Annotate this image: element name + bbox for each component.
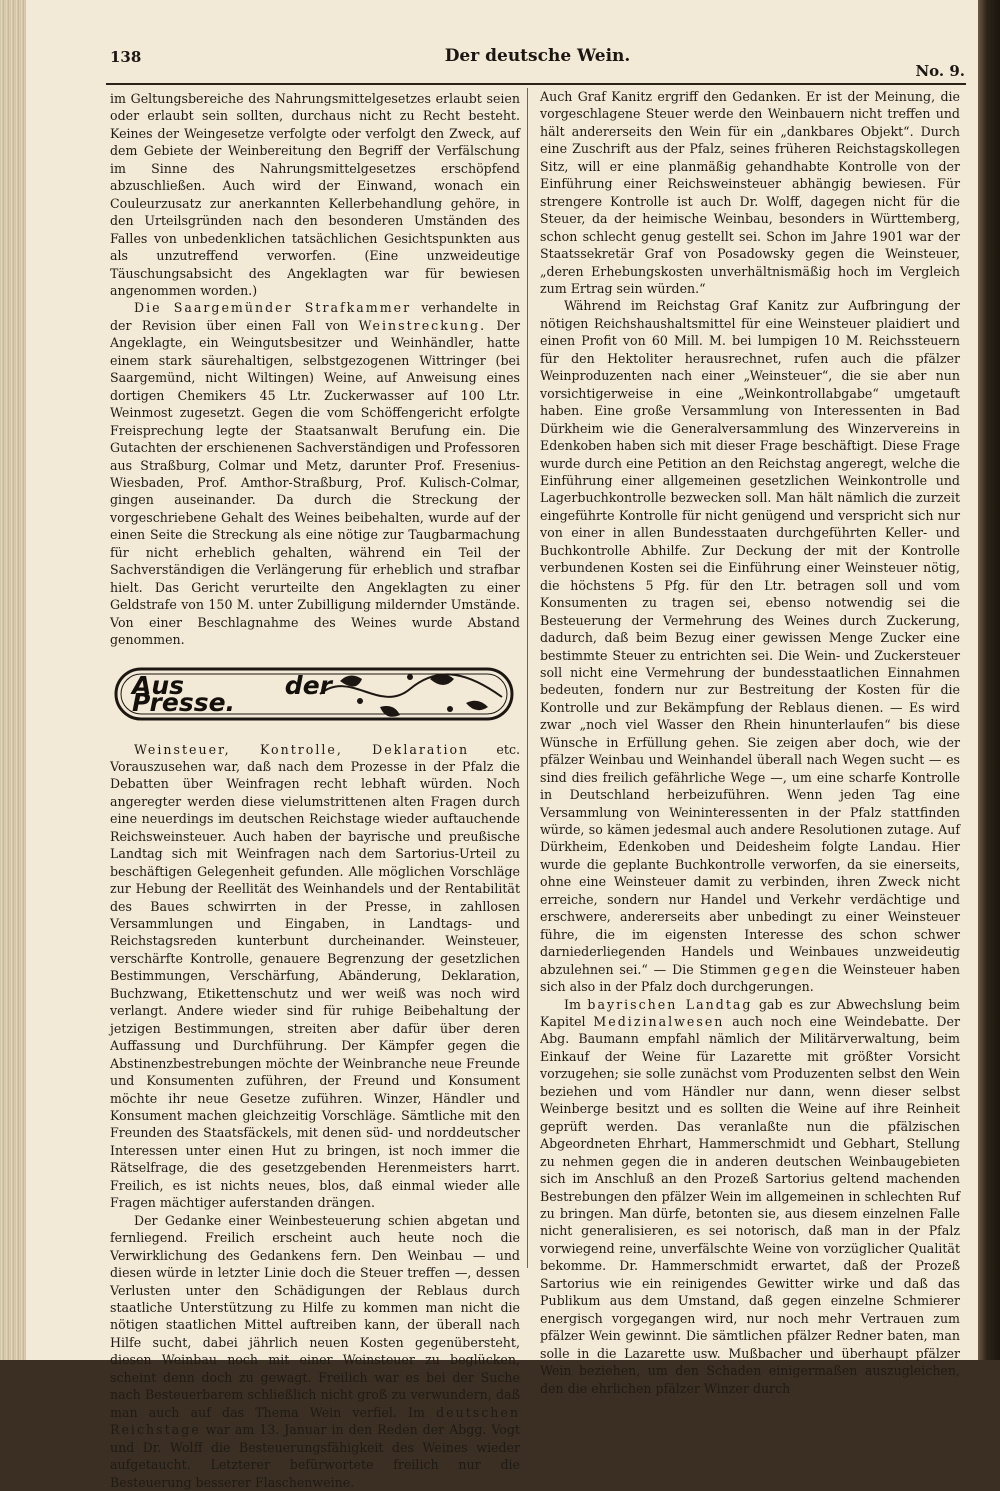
text-run: Im	[564, 996, 588, 1012]
text-run: die Weinsteuer haben sich also in der Pfalz doch durchgerungen.	[540, 961, 960, 995]
spaced-text: deutschen Reichstage	[110, 1404, 520, 1438]
paragraph: Auch Graf Kanitz ergriff den Gedanken. Er ist der Meinung, die vorgeschlagene Steuer werde den Weinbauern nicht treffen und hält andererseits den Wein für ein „dankbares Objekt“. Durch eine Zuschrift aus der Pfalz, seines früheren Reichstagskollegen Sitz, will er eine planmäßig gehandhabte Kontrolle von der Einführung einer Reichsweinsteuer abhängig bewiesen. Für strengere Kontrolle ist auch Dr. Wolff, dagegen nicht für die Steuer, da der heimische Weinbau, besonders in Württemberg, schon schlecht genug gestellt sei. Schon im Jahre 1901 war der Staatssekretär Graf von Posadowsky gegen die Weinsteuer, „deren Erhebungskosten unverhältnismäßig hoch im Vergleich zum Ertrag sein würden.“	[540, 89, 960, 296]
text-run: gab es zur Abwechslung beim Kapitel	[540, 996, 960, 1030]
section-title: Aus der Presse.	[132, 670, 332, 717]
book-spine	[978, 0, 1000, 1360]
page-number: 138	[110, 48, 142, 66]
paragraph	[540, 996, 960, 1397]
section-heading-ornament	[110, 659, 518, 729]
text-run: etc. Vorauszusehen war, daß nach dem Prozesse in der Pfalz die Debatten über Weinfragen recht lebhaft würden. Noch angeregter werden diese vielumstrittenen alten Fragen durch eine neuerdings im deutschen Reichstage wieder auftauchende Reichsweinsteuer. Auch haben der bayrische und preußische Landtag sich mit Weinfragen nach dem Sartorius-Urteil zu beschäftigen Gelegenheit gefunden. Alle möglichen Vorschläge zur Hebung der Reellität des Weinhandels und der Rentabilität des Baues schwirrten in der Presse, in zahllosen Versammlungen und Eingaben, in Landtags- und Reichstagsreden kunterbunt durcheinander. Weinsteuer, verschärfte Kontrolle, genauere Begrenzung der gesetzlichen Bestimmungen, Verschärfung, Abänderung, Deklaration, Buchzwang, Etikettenschutz und wer weiß was noch wird verlangt. Andere wieder sind für ruhige Beibehaltung der jetzigen Bestimmungen, streiten aber dafür über deren Auffassung und Durchführung. Der Kämpfer gegen die Abstinenzbestrebungen möchte der Weinbranche neue Freunde und Konsumenten zuführen, der Freund und Konsument möchte ihr neue Gesetze zuführen. Winzer, Händler und Konsument machen gleichzeitig Vorschläge. Sämtliche mit den Freunden des Staatsfäckels, mit denen süd- und norddeutscher Interessen unter einen Hut zu bringen, ist noch immer die Rätselfrage, die des gesetzgebenden Herenmeisters harrt. Freilich, es ist nichts neues, blos, daß einmal wieder alle Fragen mächtiger auferstanden drängen.	[110, 741, 520, 1211]
issue-number: No. 9.	[915, 62, 965, 80]
left-column	[110, 90, 520, 1491]
text-run: Der Gedanke einer Weinbesteuerung schien abgetan und fernliegend. Freilich erscheint auch heute noch die Verwirklichung des Gedankens fern. Den Weinbau — und diesen würde in letzter Linie doch die Steuer treffen —, dessen Verlusten unter den Schädigungen der Reblaus durch staatliche Unterstützung zu Hilfe zu kommen man nicht die nötigen staatlichen Mittel auftreiben kann, der überall nach Hilfe sucht, dabei jährlich neuen Kosten gegenübersteht, diesen Weinbau noch mit einer Weinsteuer zu beglücken, scheint denn doch zu gewagt. Freilich war es bei der Suche nach Besteuerbarem schließlich nicht groß zu verwundern, daß man auch auf das Thema Wein verfiel. Im	[110, 1212, 520, 1420]
paragraph	[110, 299, 520, 648]
header-rule	[106, 83, 966, 85]
book-page-edges	[0, 0, 26, 1360]
spaced-text: Weinsteuer, Kontrolle, Deklaration	[134, 741, 470, 757]
paragraph	[110, 741, 520, 1212]
spaced-text: gegen	[762, 961, 812, 977]
spaced-text: bayrischen Landtag	[587, 996, 753, 1012]
text-run: verhandelte in der Revision über einen Fall von	[110, 300, 520, 333]
column-divider	[527, 88, 528, 1268]
paragraph	[110, 1212, 520, 1491]
paragraph: im Geltungsbereiche des Nahrungsmittelgesetzes erlaubt seien oder erlaubt sein sollten, durchaus nicht zu Recht besteht. Keines der Weingesetze verfolgte oder verfolgt den Zweck, auf dem Gebiete der Weinbereitung den Begriff der Verfälschung im Sinne des Nahrungsmittelgesetzes erschöpfend abzuschließen. Auch wird der Einwand, wonach ein Couleurzusatz zur anerkannten Kellerbehandlung gehöre, in den Urteilsgründen nach den besonderen Umständen des Falles von unbedenklichen tatsächlichen Gesichtspunkten aus als unzutreffend verworfen. (Eine unzweideutige Täuschungsabsicht des Angeklagten war für bewiesen angenommen worden.)	[110, 91, 520, 298]
text-run: war am 13. Januar in den Reden der Abgg. Vogt und Dr. Wolff die Besteuerungsfähigkeit des Weines wieder aufgetaucht. Letzterer befürwortete freilich nur die Besteuerung besserer Flaschenweine.	[110, 1422, 520, 1490]
spaced-text: Die Saargemünder Strafkammer	[134, 300, 412, 316]
page-header	[110, 42, 965, 80]
text-run: auch noch eine Weindebatte. Der Abg. Baumann empfahl nämlich der Militärverwaltung, beim Einkauf der Weine für Lazarette mit größter Vorsicht vorzugehen; sie solle zunächst vom Produzenten selbst den Wein beziehen und vom Händler nur dann, wenn dieser selbst Weinberge besitzt und es sollten die Weine auf ihre Reinheit geprüft werden. Das veranlaßte nun die pfälzischen Abgeordneten Ehrhart, Hammerschmidt und Gebhart, Stellung zu nehmen gegen die in anderen deutschen Weinbaugebieten sich im Anschluß an den Prozeß Sartorius geltend machenden Bestrebungen den pfälzer Wein im allgemeinen in schlechten Ruf zu bringen. Man dürfe, betonten sie, aus diesem einzelnen Falle nicht generalisieren, es sei notorisch, daß man in der Pfalz vorwiegend reine, unverfälschte Weine von vorzüglicher Qualität bekomme. Dr. Hammerschmidt erwartet, daß der Prozeß Sartorius wie ein reinigendes Gewitter wirke und daß das Publikum aus dem Umstand, daß gegen einzelne Schmierer energisch vorgegangen wird, nur noch mehr Vertrauen zum pfälzer Wein gewinnt. Die sämtlichen pfälzer Redner baten, man solle in die Lazarette usw. Mußbacher und überhaupt pfälzer Wein beziehen, um den Schaden einigermaßen auszugleichen, den die ehrlichen pfälzer Winzer durch	[540, 1014, 960, 1396]
text-run: Der Angeklagte, ein Weingutsbesitzer und Weinhändler, hatte einem stark säurehaltigen, selbstgezogenen Wittringer (bei Saargemünd, nicht Wiltingen) Weine, auf Anweisung eines dortigen Chemikers 45 Ltr. Zuckerwasser auf 100 Ltr. Weinmost zugesetzt. Gegen die vom Schöffengericht erfolgte Freisprechung legte der Staatsanwalt Berufung ein. Die Gutachten der erschienenen Sachverständigen und Professoren aus Straßburg, Colmar und Metz, darunter Prof. Fresenius-Wiesbaden, Prof. Amthor-Straßburg, Prof. Kulisch-Colmar, gingen auseinander. Da durch die Streckung der vorgeschriebene Gehalt des Weines beibehalten, wurde auf der einen Seite die Streckung als eine nötige zur Taugbarmachung für nicht erheblich gehalten, während ein Teil der Sachverständigen die Verlängerung für erheblich und strafbar hielt. Das Gericht verurteilte den Angeklagten zu einer Geldstrafe von 150 M. unter Zubilligung mildernder Umstände. Von einer Beschlagnahme des Weines wurde Abstand genommen.	[110, 317, 520, 648]
text-run: Während im Reichstag Graf Kanitz zur Aufbringung der nötigen Reichshaushaltsmittel für eine Weinsteuer plaidiert und einen Profit von 60 Mill. M. bei lumpigen 10 M. Reichssteuern für den Hektoliter herausrechnet, rufen auch die pfälzer Weinproduzenten nach einer „Weinsteuer“, die sie aber nun vorsichtigerweise in eine „Weinkontrollabgabe“ umgetauft haben. Eine große Versammlung von Interessenten in Bad Dürkheim wie die Generalversammlung des Winzervereins in Edenkoben haben sich mit dieser Frage beschäftigt. Diese Frage wurde durch eine Petition an den Reichstag angeregt, welche die Einführung einer allgemeinen gesetzlichen Weinkontrolle und Lagerbuchkontrolle bezwecken soll. Man hält nämlich die zurzeit eingeführte Kontrolle für nicht genügend und verspricht sich nur von einer in allen Bundesstaaten durchgeführten Keller- und Buchkontrolle Abhilfe. Zur Deckung der mit der Kontrolle verbundenen Kosten sei die Einführung einer Weinsteuer nötig, die höchstens 5 Pfg. für den Ltr. betragen soll und vom Konsumenten zu tragen sei, ebenso notwendig sei die Besteuerung der Vermehrung des Weines durch Zuckerung, dadurch, daß beim Bezug einer gewissen Menge Zucker eine bestimmte Steuer zu entrichten sei. Die Wein- und Zuckersteuer soll nicht eine Vermehrung der bundesstaatlichen Einnahmen bedeuten, fondern nur zur Bestreitung der Kosten für die Kontrolle und zur Bekämpfung der Reblaus dienen. — Es wird zwar „noch viel Wasser den Rhein hinunterlaufen“ bis diese Wünsche in Erfüllung gehen. Sie zeigen aber doch, wie der pfälzer Weinbau und Weinhandel überall nach Wegen sucht — es sind dies freilich gefährliche Wege —, um eine scharfe Kontrolle in Deutschland herbeizuführen. Wenn jeden Tag eine Versammlung von Weininteressenten in der Pfalz stattfinden würde, so kämen jedesmal auch andere Resolutionen zutage. Auf Dürkheim, Edenkoben und Deidesheim folgte Landau. Hier wurde die geplante Buchkontrolle verworfen, da sie einerseits, ohne eine Weinsteuer damit zu verbinden, ihren Zweck nicht erreiche, sondern nur Handel und Verkehr verdächtige und erschwere, andererseits aber unbedingt zu einer Weinsteuer führe, die im eigensten Interesse des schon schwer darniederliegenden Handels und Weinbaues unzweideutig abzulehnen sei.“ — Die Stimmen	[540, 298, 960, 977]
right-column	[540, 88, 960, 1397]
paragraph	[540, 297, 960, 995]
spaced-text: Medizinalwesen	[593, 1014, 725, 1030]
spaced-text: Weinstreckung.	[358, 317, 487, 333]
journal-title: Der deutsche Wein.	[444, 46, 631, 66]
